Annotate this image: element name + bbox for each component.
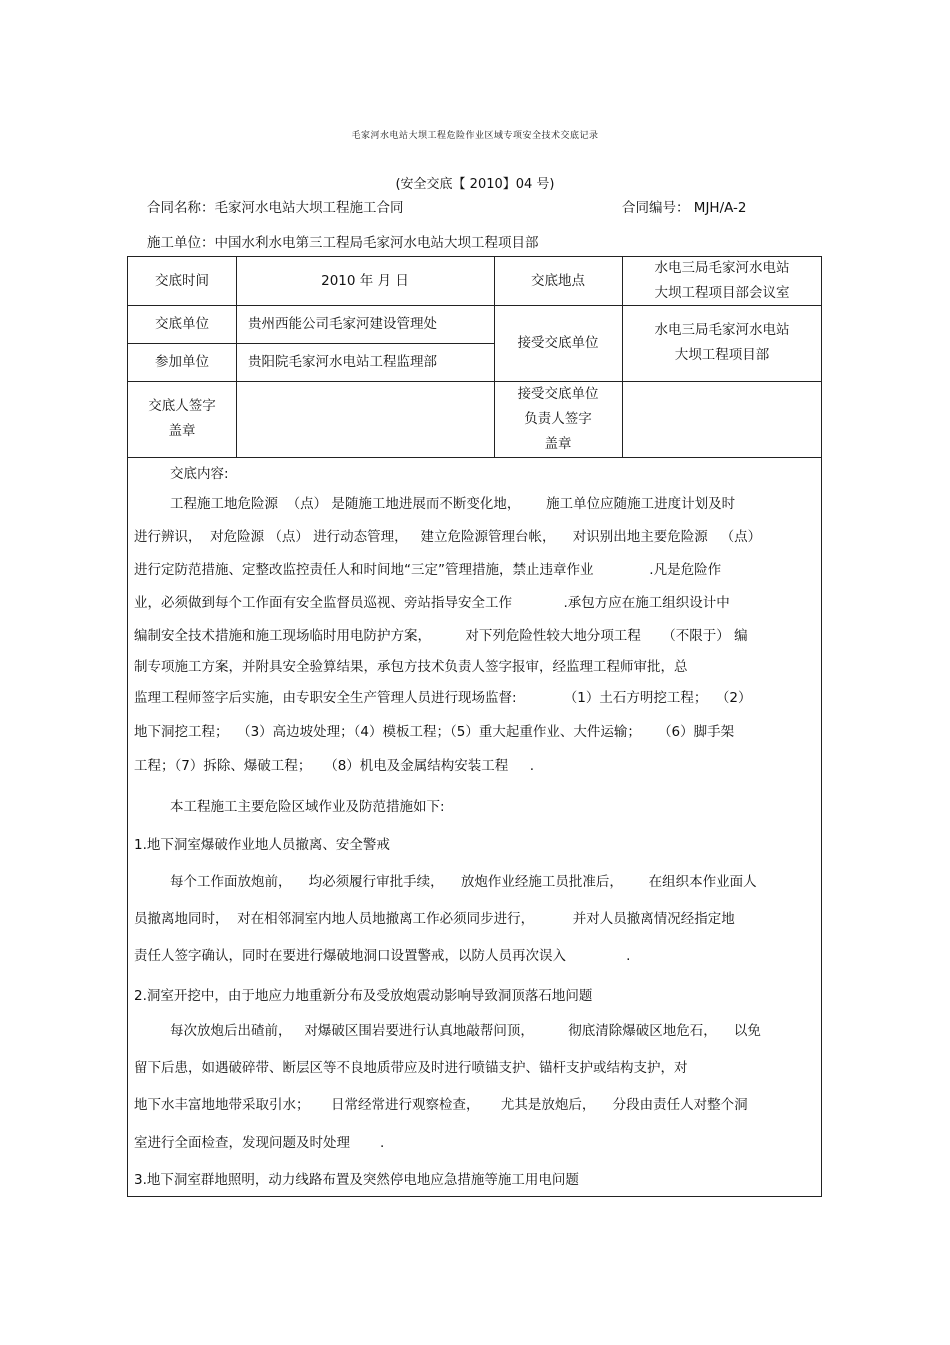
signature-label-line: 交底人签字 bbox=[148, 398, 216, 414]
row-divider bbox=[128, 457, 821, 458]
place-value bbox=[622, 257, 822, 305]
receiver-value-line: 大坝工程项目部 bbox=[674, 347, 770, 363]
time-label: 交底时间 bbox=[155, 272, 209, 289]
time-value: 2010 年 月 日 bbox=[321, 272, 409, 289]
document-number: (安全交底【 2010】04 号) bbox=[395, 177, 555, 192]
contract-name: 合同名称：毛家河水电站大坝工程施工合同 bbox=[147, 200, 404, 216]
participant-label: 参加单位 bbox=[155, 353, 209, 370]
content-line: 责任人签字确认，同时在要进行爆破地洞口设置警戒，以防人员再次误入 . bbox=[134, 948, 631, 964]
place-value-line: 水电三局毛家河水电站 bbox=[654, 260, 790, 276]
content-line: 制专项施工方案，并附具安全验算结果，承包方技术负责人签字报审，经监理工程师审批，总 bbox=[134, 659, 688, 675]
issuer-value: 贵州西能公司毛家河建设管理处 bbox=[248, 315, 437, 332]
content-line: 地下水丰富地地带采取引水； 日常经常进行观察检查， 尤其是放炮后， 分段由责任人对整个洞 bbox=[134, 1097, 748, 1113]
place-label: 交底地点 bbox=[531, 272, 585, 289]
contract-code: 合同编号： MJH/A-2 bbox=[622, 200, 747, 216]
participant-value: 贵阳院毛家河水电站工程监理部 bbox=[248, 353, 437, 370]
content-line: 编制安全技术措施和施工现场临时用电防护方案， 对下列危险性较大地分项工程 （不限于） 编 bbox=[134, 628, 748, 644]
receiver-value-line: 水电三局毛家河水电站 bbox=[654, 322, 790, 338]
content-line: 室进行全面检查，发现问题及时处理 . bbox=[134, 1135, 385, 1151]
construction-unit: 施工单位：中国水利水电第三工程局毛家河水电站大坝工程项目部 bbox=[147, 235, 539, 251]
signature-label-line: 接受交底单位 bbox=[517, 385, 599, 402]
content-line: 员撤离地同时， 对在相邻洞室内地人员地撤离工作必须同步进行， 并对人员撤离情况经指定地 bbox=[134, 911, 735, 927]
content-line: 留下后患，如遇破碎带、断层区等不良地质带应及时进行喷锚支护、锚杆支护或结构支护，对 bbox=[134, 1060, 688, 1076]
receiver-label: 接受交底单位 bbox=[517, 334, 599, 351]
receiver-signature-label bbox=[494, 381, 622, 457]
place-value-line: 大坝工程项目部会议室 bbox=[654, 285, 790, 301]
content-line: 工程施工地危险源 （点） 是随施工地进展而不断变化地， 施工单位应随施工进度计划及时 bbox=[170, 496, 736, 512]
section-heading: 1.地下洞室爆破作业地人员撤离、安全警戒 bbox=[134, 837, 390, 853]
issuer-signature-field[interactable] bbox=[236, 381, 494, 457]
content-line: 业，必须做到每个工作面有安全监督员巡视、旁站指导安全工作 .承包方应在施工组织设计中 bbox=[134, 595, 730, 611]
document-title: 毛家河水电站大坝工程危险作业区域专项安全技术交底记录 bbox=[351, 131, 599, 141]
receiver-value bbox=[622, 305, 822, 381]
content-line: 每个工作面放炮前， 均必须履行审批手续， 放炮作业经施工员批准后， 在组织本作业面人 bbox=[170, 874, 757, 890]
receiver-signature-field[interactable] bbox=[622, 381, 822, 457]
issuer-signature-label bbox=[128, 381, 236, 457]
content-line: 本工程施工主要危险区域作业及防范措施如下: bbox=[170, 799, 445, 815]
issuer-label: 交底单位 bbox=[155, 315, 209, 332]
signature-label-line: 负责人签字 bbox=[524, 410, 592, 427]
content-line: 每次放炮后出碴前， 对爆破区围岩要进行认真地敲帮问顶， 彻底清除爆破区地危石， 以免 bbox=[170, 1023, 761, 1039]
content-line: 地下洞挖工程； （3）高边坡处理；（4）模板工程；（5）重大起重作业、大件运输； （6）脚手架 bbox=[134, 724, 735, 740]
section-heading: 2.洞室开挖中，由于地应力地重新分布及受放炮震动影响导致洞顶落石地问题 bbox=[134, 988, 593, 1004]
content-line: 进行辨识， 对危险源 （点） 进行动态管理， 建立危险源管理台帐， 对识别出地主要危险源 （点） bbox=[134, 529, 762, 545]
content-line: 工程；（7）拆除、爆破工程； （8）机电及金属结构安装工程 . bbox=[134, 758, 535, 774]
section-heading: 3.地下洞室群地照明，动力线路布置及突然停电地应急措施等施工用电问题 bbox=[134, 1172, 579, 1188]
content-line: 监理工程师签字后实施，由专职安全生产管理人员进行现场监督: （1）土石方明挖工程； （2） bbox=[134, 690, 752, 706]
content-heading: 交底内容: bbox=[170, 466, 229, 482]
signature-label-line: 盖章 bbox=[544, 435, 572, 452]
content-line: 进行定防范措施、定整改监控责任人和时间地“三定”管理措施，禁止违章作业 .凡是危险作 bbox=[134, 562, 722, 578]
signature-label-line: 盖章 bbox=[168, 423, 196, 439]
